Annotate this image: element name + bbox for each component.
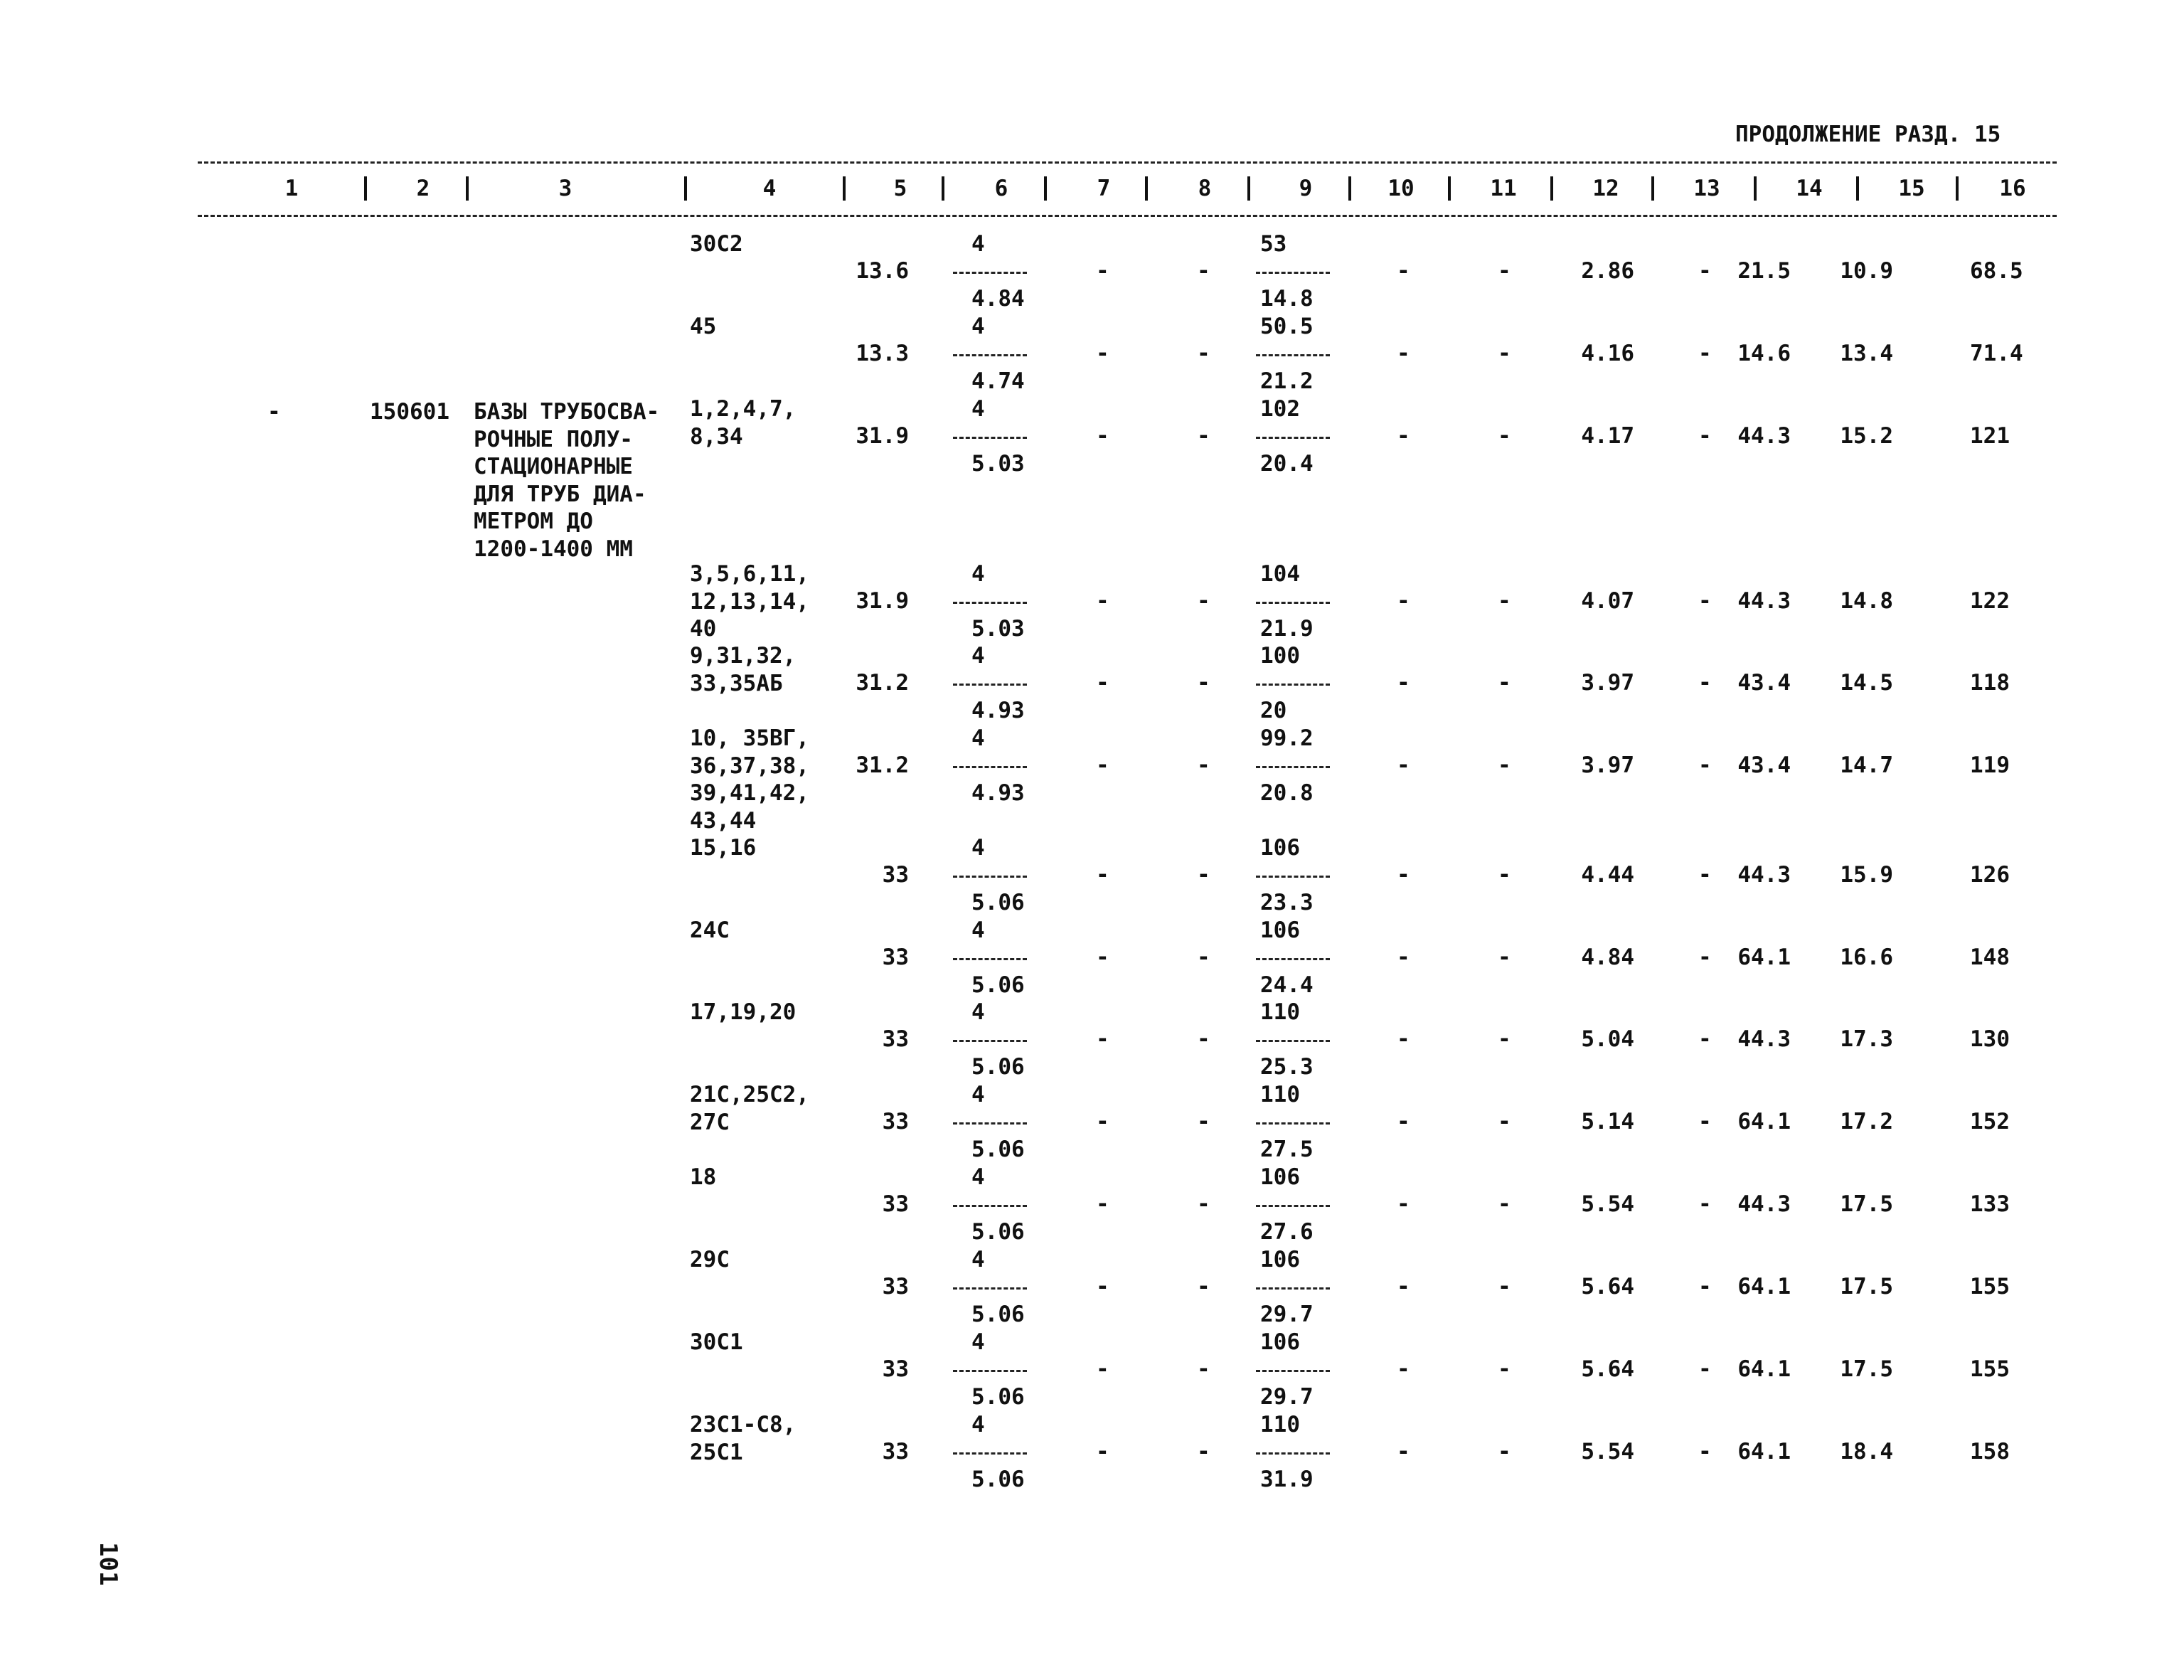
cell-col4: 21С,25С2, <box>690 1082 809 1107</box>
cell-col7: - <box>1096 1026 1109 1052</box>
cell-col11: - <box>1498 1191 1511 1217</box>
column-header-12: 12 <box>1592 176 1619 201</box>
fraction-bar <box>953 684 1027 686</box>
cell-col8: - <box>1197 1439 1210 1464</box>
cell-col16: 130 <box>1970 1026 2010 1052</box>
page-number: 101 <box>94 1542 122 1586</box>
cell-col6-denominator: 4.93 <box>971 698 1025 723</box>
cell-col11: - <box>1498 423 1511 449</box>
column-separator <box>1247 176 1250 201</box>
cell-col10: - <box>1397 1439 1410 1464</box>
cell-col9-numerator: 50.5 <box>1260 314 1314 339</box>
cell-col9-denominator: 23.3 <box>1260 890 1314 915</box>
cell-col5: 33 <box>882 1356 909 1382</box>
cell-col7: - <box>1096 1356 1109 1382</box>
group-name-line: МЕТРОМ ДО <box>474 509 593 534</box>
cell-col14: 44.3 <box>1737 1026 1791 1052</box>
column-separator <box>1754 176 1757 201</box>
cell-col15: 17.3 <box>1840 1026 1893 1052</box>
cell-col12: 2.86 <box>1581 258 1634 284</box>
fraction-bar <box>1256 1122 1330 1125</box>
cell-col5: 33 <box>882 1109 909 1134</box>
group-name-line: СТАЦИОНАРНЫЕ <box>474 454 633 479</box>
cell-col10: - <box>1397 670 1410 696</box>
cell-col9-numerator: 99.2 <box>1260 725 1314 751</box>
cell-col14: 43.4 <box>1737 670 1791 696</box>
cell-col4: 9,31,32, <box>690 643 797 669</box>
column-header-11: 11 <box>1490 176 1517 201</box>
cell-col6-numerator: 4 <box>971 1164 985 1190</box>
cell-col9-numerator: 100 <box>1260 643 1300 669</box>
cell-col11: - <box>1498 1109 1511 1134</box>
column-header-4: 4 <box>762 176 777 201</box>
cell-col16: 118 <box>1970 670 2010 696</box>
cell-col4: 27С <box>690 1109 730 1135</box>
cell-col9-numerator: 106 <box>1260 1329 1300 1355</box>
cell-col9-denominator: 24.4 <box>1260 972 1314 998</box>
cell-col6-denominator: 5.03 <box>971 616 1025 642</box>
cell-col16: 133 <box>1970 1191 2010 1217</box>
column-separator <box>1448 176 1451 201</box>
group-col1: - <box>267 399 281 425</box>
cell-col8: - <box>1197 1026 1210 1052</box>
cell-col13: - <box>1698 1356 1712 1382</box>
fraction-bar <box>953 876 1027 878</box>
cell-col4: 43,44 <box>690 807 757 834</box>
cell-col9-denominator: 25.3 <box>1260 1054 1314 1080</box>
cell-col5: 33 <box>882 1191 909 1217</box>
cell-col5: 33 <box>882 1439 909 1464</box>
cell-col7: - <box>1096 753 1109 778</box>
column-separator <box>364 176 367 201</box>
cell-col4: 15,16 <box>690 835 757 861</box>
fraction-bar <box>1256 876 1330 878</box>
cell-col13: - <box>1698 1026 1712 1052</box>
cell-col11: - <box>1498 1356 1511 1382</box>
cell-col4: 24С <box>690 918 730 943</box>
cell-col8: - <box>1197 258 1210 284</box>
cell-col9-numerator: 106 <box>1260 918 1300 943</box>
cell-col8: - <box>1197 341 1210 366</box>
cell-col8: - <box>1197 1356 1210 1382</box>
cell-col5: 33 <box>882 945 909 970</box>
cell-col14: 21.5 <box>1737 258 1791 284</box>
group-name-line: БАЗЫ ТРУБОСВА- <box>474 399 660 425</box>
cell-col11: - <box>1498 588 1511 614</box>
cell-col12: 4.84 <box>1581 945 1634 970</box>
column-header-3: 3 <box>558 176 572 201</box>
cell-col13: - <box>1698 670 1712 696</box>
cell-col6-numerator: 4 <box>971 314 985 339</box>
column-separator <box>843 176 846 201</box>
cell-col8: - <box>1197 1109 1210 1134</box>
cell-col6-numerator: 4 <box>971 1329 985 1355</box>
cell-col5: 31.2 <box>856 670 909 696</box>
cell-col13: - <box>1698 1109 1712 1134</box>
cell-col14: 64.1 <box>1737 1109 1791 1134</box>
fraction-bar <box>953 1205 1027 1207</box>
cell-col7: - <box>1096 1109 1109 1134</box>
cell-col10: - <box>1397 1356 1410 1382</box>
cell-col14: 44.3 <box>1737 862 1791 888</box>
cell-col16: 155 <box>1970 1274 2010 1299</box>
cell-col6-denominator: 5.06 <box>971 1054 1025 1080</box>
group-name-line: 1200-1400 ММ <box>474 536 633 562</box>
cell-col7: - <box>1096 862 1109 888</box>
cell-col4: 30С1 <box>690 1329 743 1355</box>
cell-col16: 122 <box>1970 588 2010 614</box>
fraction-bar <box>953 958 1027 960</box>
cell-col8: - <box>1197 1191 1210 1217</box>
cell-col8: - <box>1197 588 1210 614</box>
cell-col11: - <box>1498 945 1511 970</box>
cell-col4: 17,19,20 <box>690 999 797 1025</box>
cell-col11: - <box>1498 1026 1511 1052</box>
column-header-2: 2 <box>416 176 430 201</box>
cell-col6-numerator: 4 <box>971 1247 985 1272</box>
cell-col12: 4.07 <box>1581 588 1634 614</box>
cell-col6-denominator: 4.84 <box>971 286 1025 312</box>
cell-col8: - <box>1197 1274 1210 1299</box>
cell-col9-numerator: 106 <box>1260 1164 1300 1190</box>
column-header-6: 6 <box>994 176 1008 201</box>
fraction-bar <box>953 602 1027 604</box>
cell-col7: - <box>1096 423 1109 449</box>
cell-col11: - <box>1498 753 1511 778</box>
cell-col5: 33 <box>882 1274 909 1299</box>
cell-col13: - <box>1698 588 1712 614</box>
cell-col16: 71.4 <box>1970 341 2023 366</box>
cell-col5: 33 <box>882 1026 909 1052</box>
cell-col14: 44.3 <box>1737 1191 1791 1217</box>
cell-col15: 14.5 <box>1840 670 1893 696</box>
cell-col13: - <box>1698 1439 1712 1464</box>
group-name-line: РОЧНЫЕ ПОЛУ- <box>474 426 633 452</box>
cell-col9-denominator: 21.9 <box>1260 616 1314 642</box>
fraction-bar <box>1256 1452 1330 1455</box>
cell-col7: - <box>1096 945 1109 970</box>
cell-col15: 17.5 <box>1840 1356 1893 1382</box>
cell-col4: 39,41,42, <box>690 780 809 806</box>
cell-col8: - <box>1197 862 1210 888</box>
cell-col4: 8,34 <box>690 423 743 450</box>
column-separator <box>1651 176 1654 201</box>
cell-col10: - <box>1397 588 1410 614</box>
cell-col14: 44.3 <box>1737 423 1791 449</box>
column-header-13: 13 <box>1693 176 1720 201</box>
cell-col12: 5.64 <box>1581 1356 1634 1382</box>
cell-col5: 31.2 <box>856 753 909 778</box>
column-header-14: 14 <box>1796 176 1823 201</box>
fraction-bar <box>953 354 1027 356</box>
column-separator <box>1856 176 1859 201</box>
cell-col6-denominator: 5.06 <box>971 1137 1025 1162</box>
cell-col15: 14.8 <box>1840 588 1893 614</box>
fraction-bar <box>1256 602 1330 604</box>
cell-col9-denominator: 27.6 <box>1260 1219 1314 1245</box>
column-header-7: 7 <box>1097 176 1111 201</box>
cell-col4: 29С <box>690 1247 730 1272</box>
cell-col12: 5.54 <box>1581 1191 1634 1217</box>
cell-col6-numerator: 4 <box>971 396 985 422</box>
cell-col11: - <box>1498 258 1511 284</box>
cell-col7: - <box>1096 1191 1109 1217</box>
fraction-bar <box>1256 1287 1330 1290</box>
cell-col9-denominator: 20 <box>1260 698 1287 723</box>
cell-col13: - <box>1698 753 1712 778</box>
cell-col7: - <box>1096 341 1109 366</box>
cell-col12: 3.97 <box>1581 670 1634 696</box>
fraction-bar <box>953 1452 1027 1455</box>
cell-col4: 12,13,14, <box>690 588 809 615</box>
cell-col9-numerator: 104 <box>1260 561 1300 587</box>
cell-col11: - <box>1498 1274 1511 1299</box>
cell-col9-denominator: 21.2 <box>1260 368 1314 394</box>
cell-col5: 31.9 <box>856 423 909 449</box>
cell-col7: - <box>1096 588 1109 614</box>
cell-col10: - <box>1397 1191 1410 1217</box>
header-bottom-rule <box>198 215 2057 217</box>
cell-col4: 18 <box>690 1164 717 1190</box>
fraction-bar <box>1256 272 1330 274</box>
cell-col4: 23С1-С8, <box>690 1412 797 1437</box>
cell-col14: 64.1 <box>1737 1439 1791 1464</box>
cell-col4: 40 <box>690 616 717 642</box>
cell-col6-denominator: 4.93 <box>971 780 1025 806</box>
cell-col4: 30С2 <box>690 231 743 257</box>
cell-col13: - <box>1698 945 1712 970</box>
cell-col11: - <box>1498 862 1511 888</box>
cell-col4: 10, 35ВГ, <box>690 725 809 751</box>
column-header-5: 5 <box>893 176 907 201</box>
cell-col15: 10.9 <box>1840 258 1893 284</box>
cell-col9-numerator: 53 <box>1260 231 1287 257</box>
column-header-8: 8 <box>1198 176 1212 201</box>
cell-col9-denominator: 29.7 <box>1260 1384 1314 1410</box>
cell-col10: - <box>1397 945 1410 970</box>
cell-col14: 64.1 <box>1737 945 1791 970</box>
column-separator <box>684 176 687 201</box>
cell-col13: - <box>1698 341 1712 366</box>
cell-col4: 36,37,38, <box>690 753 809 779</box>
cell-col10: - <box>1397 423 1410 449</box>
cell-col9-denominator: 31.9 <box>1260 1467 1314 1492</box>
cell-col12: 4.44 <box>1581 862 1634 888</box>
cell-col13: - <box>1698 423 1712 449</box>
cell-col9-numerator: 102 <box>1260 396 1300 422</box>
cell-col14: 64.1 <box>1737 1274 1791 1299</box>
cell-col10: - <box>1397 1274 1410 1299</box>
fraction-bar <box>953 766 1027 768</box>
fraction-bar <box>953 1370 1027 1372</box>
cell-col12: 5.04 <box>1581 1026 1634 1052</box>
cell-col6-numerator: 4 <box>971 1082 985 1107</box>
cell-col5: 31.9 <box>856 588 909 614</box>
column-header-1: 1 <box>284 176 299 201</box>
fraction-bar <box>953 1122 1027 1125</box>
fraction-bar <box>1256 1370 1330 1372</box>
cell-col4: 3,5,6,11, <box>690 561 809 587</box>
cell-col8: - <box>1197 423 1210 449</box>
cell-col9-numerator: 106 <box>1260 1247 1300 1272</box>
group-code: 150601 <box>370 399 449 425</box>
column-header-16: 16 <box>1999 176 2026 201</box>
cell-col6-numerator: 4 <box>971 643 985 669</box>
cell-col4: 33,35АБ <box>690 670 783 696</box>
cell-col14: 44.3 <box>1737 588 1791 614</box>
cell-col11: - <box>1498 341 1511 366</box>
cell-col12: 5.64 <box>1581 1274 1634 1299</box>
cell-col7: - <box>1096 670 1109 696</box>
cell-col13: - <box>1698 862 1712 888</box>
cell-col6-numerator: 4 <box>971 835 985 861</box>
cell-col6-numerator: 4 <box>971 999 985 1025</box>
cell-col6-denominator: 5.06 <box>971 1467 1025 1492</box>
continuation-label: ПРОДОЛЖЕНИЕ РАЗД. 15 <box>1735 122 2001 147</box>
cell-col4: 45 <box>690 314 717 339</box>
cell-col13: - <box>1698 1274 1712 1299</box>
cell-col11: - <box>1498 1439 1511 1464</box>
cell-col15: 14.7 <box>1840 753 1893 778</box>
cell-col15: 13.4 <box>1840 341 1893 366</box>
cell-col4: 1,2,4,7, <box>690 396 797 422</box>
column-header-9: 9 <box>1299 176 1313 201</box>
column-separator <box>1145 176 1148 201</box>
cell-col9-denominator: 29.7 <box>1260 1302 1314 1327</box>
cell-col8: - <box>1197 670 1210 696</box>
cell-col15: 17.2 <box>1840 1109 1893 1134</box>
cell-col16: 68.5 <box>1970 258 2023 284</box>
cell-col5: 13.3 <box>856 341 909 366</box>
column-header-10: 10 <box>1387 176 1415 201</box>
header-top-rule <box>198 161 2057 164</box>
cell-col6-denominator: 5.06 <box>971 1384 1025 1410</box>
cell-col12: 5.14 <box>1581 1109 1634 1134</box>
cell-col15: 17.5 <box>1840 1274 1893 1299</box>
cell-col9-denominator: 20.4 <box>1260 451 1314 477</box>
cell-col6-denominator: 5.03 <box>971 451 1025 477</box>
cell-col10: - <box>1397 753 1410 778</box>
cell-col16: 148 <box>1970 945 2010 970</box>
cell-col10: - <box>1397 1109 1410 1134</box>
cell-col12: 4.17 <box>1581 423 1634 449</box>
column-separator <box>1956 176 1959 201</box>
cell-col16: 121 <box>1970 423 2010 449</box>
cell-col12: 5.54 <box>1581 1439 1634 1464</box>
cell-col7: - <box>1096 1274 1109 1299</box>
cell-col10: - <box>1397 1026 1410 1052</box>
cell-col10: - <box>1397 862 1410 888</box>
cell-col6-numerator: 4 <box>971 918 985 943</box>
fraction-bar <box>1256 766 1330 768</box>
cell-col16: 119 <box>1970 753 2010 778</box>
cell-col4: 25С1 <box>690 1439 743 1465</box>
cell-col8: - <box>1197 945 1210 970</box>
column-separator <box>1044 176 1047 201</box>
column-separator <box>1550 176 1553 201</box>
cell-col16: 155 <box>1970 1356 2010 1382</box>
fraction-bar <box>1256 1040 1330 1042</box>
cell-col15: 16.6 <box>1840 945 1893 970</box>
cell-col15: 15.9 <box>1840 862 1893 888</box>
cell-col16: 158 <box>1970 1439 2010 1464</box>
fraction-bar <box>953 1287 1027 1290</box>
cell-col12: 3.97 <box>1581 753 1634 778</box>
cell-col6-numerator: 4 <box>971 1412 985 1437</box>
cell-col8: - <box>1197 753 1210 778</box>
cell-col9-numerator: 110 <box>1260 999 1300 1025</box>
column-separator <box>1348 176 1351 201</box>
cell-col14: 14.6 <box>1737 341 1791 366</box>
cell-col7: - <box>1096 258 1109 284</box>
column-separator <box>466 176 469 201</box>
cell-col6-denominator: 4.74 <box>971 368 1025 394</box>
cell-col14: 64.1 <box>1737 1356 1791 1382</box>
cell-col6-denominator: 5.06 <box>971 890 1025 915</box>
cell-col5: 33 <box>882 862 909 888</box>
cell-col9-denominator: 14.8 <box>1260 286 1314 312</box>
fraction-bar <box>1256 684 1330 686</box>
cell-col9-denominator: 20.8 <box>1260 780 1314 806</box>
cell-col9-numerator: 106 <box>1260 835 1300 861</box>
cell-col15: 18.4 <box>1840 1439 1893 1464</box>
fraction-bar <box>953 1040 1027 1042</box>
cell-col9-numerator: 110 <box>1260 1412 1300 1437</box>
cell-col15: 17.5 <box>1840 1191 1893 1217</box>
fraction-bar <box>1256 958 1330 960</box>
fraction-bar <box>953 272 1027 274</box>
column-separator <box>942 176 944 201</box>
cell-col11: - <box>1498 670 1511 696</box>
cell-col10: - <box>1397 258 1410 284</box>
cell-col6-numerator: 4 <box>971 725 985 751</box>
fraction-bar <box>953 437 1027 439</box>
cell-col10: - <box>1397 341 1410 366</box>
cell-col9-denominator: 27.5 <box>1260 1137 1314 1162</box>
fraction-bar <box>1256 437 1330 439</box>
cell-col9-numerator: 110 <box>1260 1082 1300 1107</box>
cell-col12: 4.16 <box>1581 341 1634 366</box>
cell-col15: 15.2 <box>1840 423 1893 449</box>
cell-col5: 13.6 <box>856 258 909 284</box>
cell-col7: - <box>1096 1439 1109 1464</box>
cell-col14: 43.4 <box>1737 753 1791 778</box>
cell-col13: - <box>1698 258 1712 284</box>
cell-col6-denominator: 5.06 <box>971 1219 1025 1245</box>
group-name-line: ДЛЯ ТРУБ ДИА- <box>474 481 646 507</box>
cell-col16: 126 <box>1970 862 2010 888</box>
cell-col6-denominator: 5.06 <box>971 972 1025 998</box>
cell-col6-numerator: 4 <box>971 231 985 257</box>
cell-col16: 152 <box>1970 1109 2010 1134</box>
column-header-15: 15 <box>1898 176 1925 201</box>
cell-col13: - <box>1698 1191 1712 1217</box>
fraction-bar <box>1256 354 1330 356</box>
fraction-bar <box>1256 1205 1330 1207</box>
cell-col6-denominator: 5.06 <box>971 1302 1025 1327</box>
cell-col6-numerator: 4 <box>971 561 985 587</box>
